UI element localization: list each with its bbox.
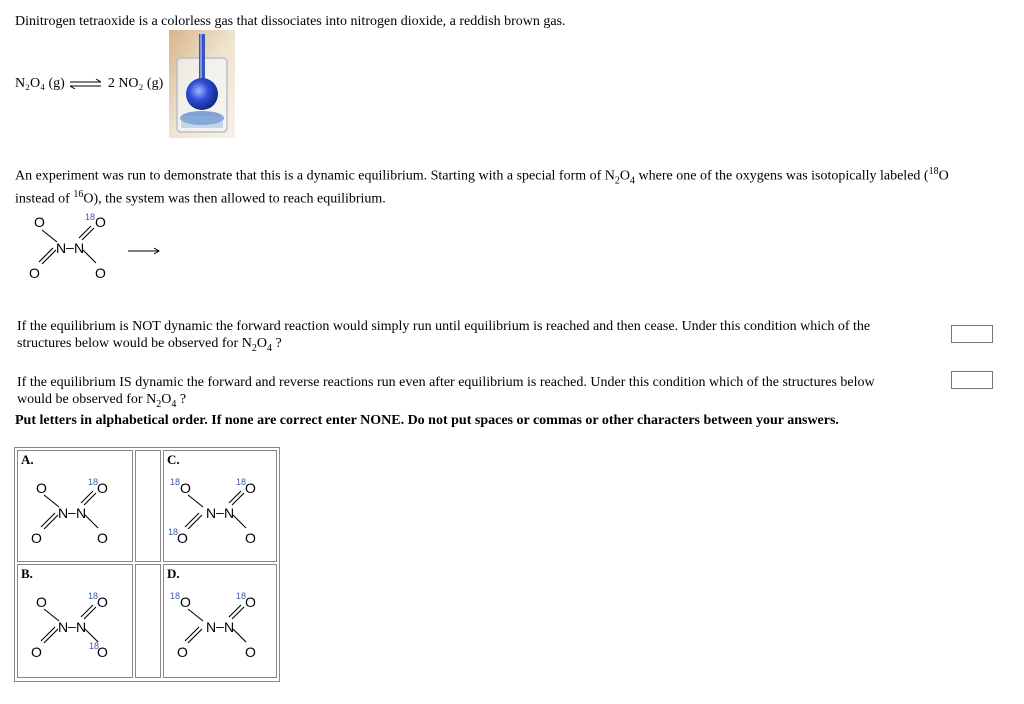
bond-n-n: – — [216, 618, 224, 634]
isotope-label: 18 — [89, 641, 100, 651]
option-spacer — [135, 450, 161, 562]
bond-n-n: – — [66, 239, 74, 255]
bond-n-n: – — [68, 618, 76, 634]
intro-text: Dinitrogen tetraoxide is a colorless gas that dissociates into nitrogen dioxide, a reddish brown gas. — [15, 14, 566, 29]
experiment-text-part: O — [619, 168, 631, 184]
option-d-cell — [163, 564, 277, 678]
atom-o: O — [36, 480, 47, 496]
question2-line2 — [17, 391, 937, 413]
atom-o-bottom-right: O — [95, 265, 106, 281]
answer-not-dynamic-input[interactable] — [951, 325, 993, 343]
option-d-molecule — [164, 565, 278, 679]
bond-n-n: – — [216, 504, 224, 520]
subscript: 4 — [266, 342, 272, 354]
atom-o-top-right: O — [95, 214, 106, 230]
atom-o: O — [36, 594, 47, 610]
question-text-part: ? — [179, 392, 187, 407]
experiment-text-part: O — [938, 168, 949, 184]
atom-n: N — [206, 505, 217, 521]
experiment-text-line2 — [15, 186, 386, 208]
subscript: 4 — [630, 175, 636, 187]
atom-o: O — [97, 594, 108, 610]
atom-o: O — [97, 480, 108, 496]
atom-n-right: N — [74, 240, 85, 256]
atom-n: N — [206, 619, 217, 635]
question2-text — [17, 374, 937, 413]
superscript: 16 — [73, 189, 84, 200]
question1-line1: If the equilibrium is NOT dynamic the forward reaction would simply run until equilibrium is reached and then cease. Under this condition which of the — [17, 319, 871, 334]
reaction-arrow-icon — [128, 246, 160, 256]
question2-line1: If the equilibrium IS dynamic the forward and reverse reactions run even after equilibrium is reached. Under this condition which of the structures below — [17, 375, 875, 390]
atom-n: N — [58, 505, 69, 521]
starting-molecule — [20, 208, 120, 286]
beaker-photo — [169, 30, 235, 138]
atom-o: O — [97, 644, 108, 660]
option-c-cell — [163, 450, 277, 562]
option-a-label: A. — [21, 452, 34, 467]
equation-product: 2 NO₂ (g) — [107, 76, 164, 91]
isotope-label: 18 — [88, 477, 99, 487]
atom-n: N — [224, 619, 235, 635]
isotope-label: 18 — [170, 591, 181, 601]
question-text-part: O — [256, 336, 267, 351]
atom-o: O — [180, 594, 191, 610]
experiment-text-part: An experiment was run to demonstrate that this is a dynamic equilibrium. Starting with a special form of N — [15, 168, 615, 184]
option-c-label: C. — [167, 452, 180, 467]
subscript: 2 — [156, 398, 162, 410]
answer-dynamic-input[interactable] — [951, 371, 993, 389]
atom-o-top-left: O — [34, 214, 45, 230]
atom-n: N — [58, 619, 69, 635]
option-b-label: B. — [21, 566, 33, 581]
atom-o: O — [177, 530, 188, 546]
bond-n-n: – — [68, 504, 76, 520]
option-b-cell — [17, 564, 133, 678]
isotope-label: 18 — [168, 527, 179, 537]
question-text-part: would be observed for N — [17, 392, 157, 407]
question1-line2 — [17, 335, 937, 357]
question-text-part: structures below would be observed for N — [17, 336, 252, 351]
atom-n: N — [76, 619, 87, 635]
experiment-text-part: instead of — [15, 191, 74, 207]
atom-o: O — [245, 480, 256, 496]
experiment-text-part: where one of the oxygens was isotopically labeled ( — [635, 168, 929, 184]
isotope-label: 18 — [88, 591, 99, 601]
atom-n-left: N — [56, 240, 67, 256]
atom-o-bottom-left: O — [29, 265, 40, 281]
atom-o: O — [31, 530, 42, 546]
atom-o: O — [97, 530, 108, 546]
isotope-label: 18 — [236, 591, 247, 601]
experiment-text-part: O), the system was then allowed to reach equilibrium. — [83, 191, 386, 207]
instructions-text: Put letters in alphabetical order. If none are correct enter NONE. Do not put spaces or commas or other characters between your answers. — [15, 413, 839, 428]
isotope-label: 18 — [170, 477, 181, 487]
superscript: 18 — [928, 166, 939, 177]
subscript: 2 — [614, 175, 620, 187]
atom-o: O — [245, 530, 256, 546]
option-d-label: D. — [167, 566, 180, 581]
equilibrium-arrows-icon — [69, 79, 103, 89]
question1-text — [17, 318, 937, 357]
option-a-molecule — [18, 451, 134, 563]
question-text-part: O — [161, 392, 172, 407]
atom-o: O — [180, 480, 191, 496]
option-a-cell — [17, 450, 133, 562]
option-b-molecule — [18, 565, 134, 679]
atom-o: O — [177, 644, 188, 660]
atom-n: N — [224, 505, 235, 521]
atom-o: O — [245, 594, 256, 610]
atom-o: O — [31, 644, 42, 660]
isotope-label: 18 — [236, 477, 247, 487]
options-grid — [14, 447, 280, 682]
option-c-molecule — [164, 451, 278, 563]
atom-o: O — [245, 644, 256, 660]
equation-reactant: N₂O₄ (g) — [15, 76, 65, 91]
equilibrium-equation — [15, 76, 163, 92]
subscript: 4 — [171, 398, 177, 410]
isotope-label: 18 — [85, 212, 96, 222]
subscript: 2 — [251, 342, 257, 354]
atom-n: N — [76, 505, 87, 521]
option-spacer — [135, 564, 161, 678]
question-text-part: ? — [275, 336, 282, 351]
